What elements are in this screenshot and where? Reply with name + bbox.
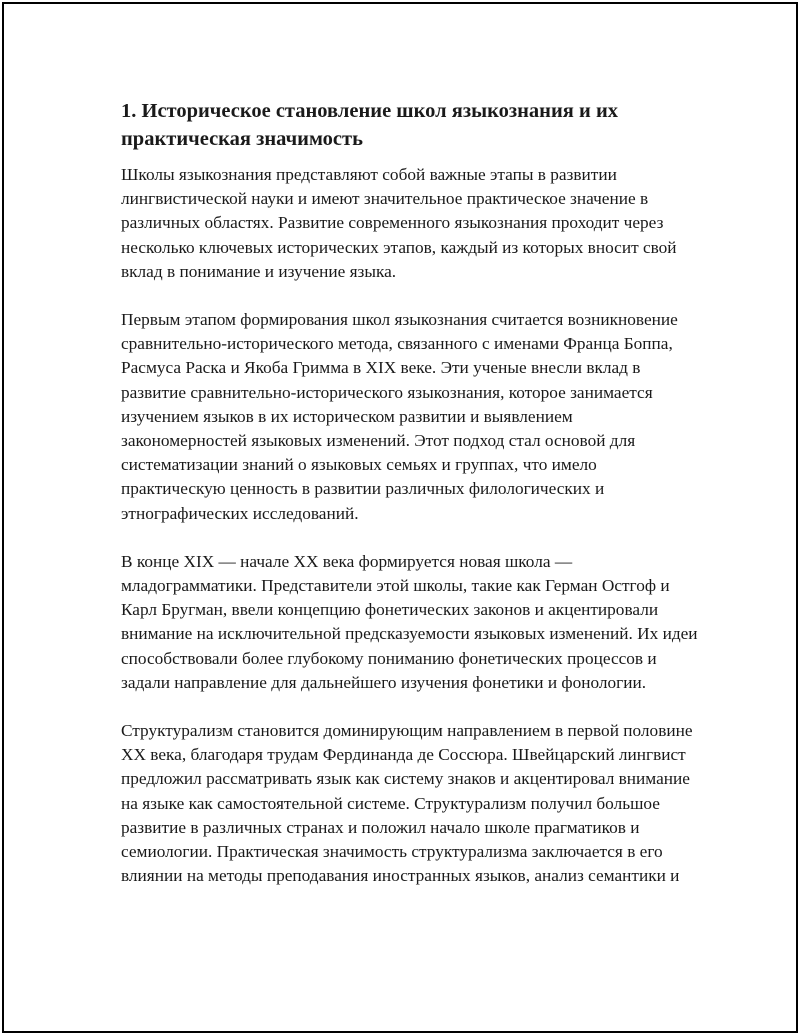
document-body bbox=[121, 97, 701, 912]
paragraph-comparative-historical: Первым этапом формирования школ языкознания считается возникновение сравнительно-исторического метода, связанного с именами Франца Боппа, Расмуса Раска и Якоба Гримма в XIX веке. Эти ученые внесли вклад в развитие сравнительно-исторического языкознания, которое занимается изучением языков в их историческом развитии и выявлением закономерностей языковых изменений. Этот подход стал основой для систематизации знаний о языковых семьях и группах, что имело практическую ценность в развитии различных филологических и этнографических исследований. bbox=[121, 310, 678, 523]
paragraph-neogrammarians: В конце XIX — начале XX века формируется новая школа — младограмматики. Представители этой школы, такие как Герман Остгоф и Карл Бругман, ввели концепцию фонетических законов и акцентировали внимание на исключительной предсказуемости языковых изменений. Их идеи способствовали более глубокому пониманию фонетических процессов и задали направление для дальнейшего изучения фонетики и фонологии. bbox=[121, 551, 698, 692]
page-frame bbox=[2, 2, 798, 1033]
paragraph-intro: Школы языкознания представляют собой важные этапы в развитии лингвистической науки и имеют значительное практическое значение в различных областях. Развитие современного языкознания проходит через несколько ключевых исторических этапов, каждый из которых вносит свой вклад в понимание и изучение языка. bbox=[121, 165, 677, 281]
paragraph-structuralism: Структурализм становится доминирующим направлением в первой половине XX века, благодаря трудам Фердинанда де Соссюра. Швейцарский лингвист предложил рассматривать язык как систему знаков и акцентировал внимание на языке как самостоятельной системе. Структурализм получил большое развитие в различных странах и положил начало школе прагматиков и семиологии. Практическая значимость структурализма заключается в его влиянии на методы преподавания иностранных языков, анализ семантики и bbox=[121, 721, 693, 886]
section-heading: 1. Историческое становление школ языкознания и их практическая значимость bbox=[121, 100, 619, 150]
